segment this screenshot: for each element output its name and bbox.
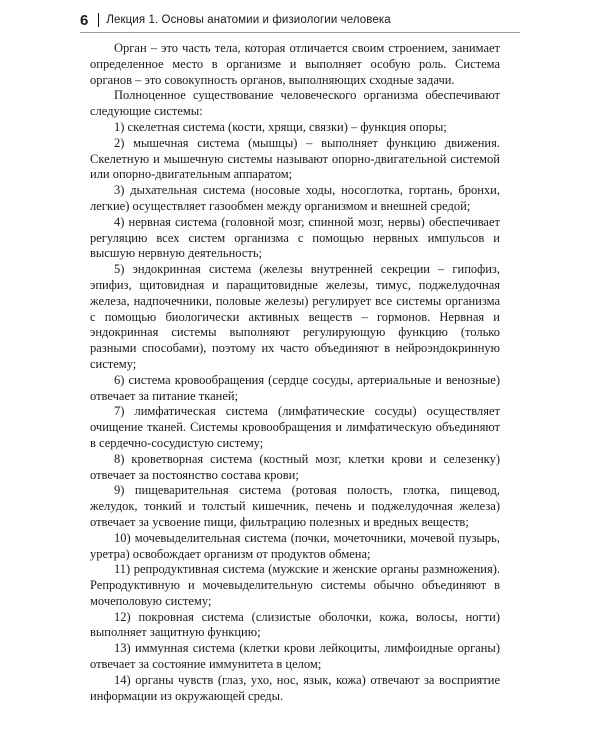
- list-item-lymphatic: 7) лимфатическая система (лимфатические сосуды) осуществляет очищение тканей. Системы кровообращения и лимфатическую объединяют в сердечно-сосудистую систему;: [90, 404, 500, 450]
- list-item-digestive: 9) пищеварительная система (ротовая полость, глотка, пищевод, желудок, тонкий и толстый кишечник, печень и поджелудочная железа) отвечает за усвоение пищи, фильтрацию полезных и вредных веществ;: [90, 483, 500, 529]
- list-item-urinary: 10) мочевыделительная система (почки, мочеточники, мочевой пузырь, уретра) освобождает организм от продуктов обмена;: [90, 530, 500, 561]
- list-item-muscular: 2) мышечная система (мышцы) – выполняет функцию движения. Скелетную и мышечную системы называют опорно-двигательной системой или опорно-двигательным аппаратом;: [90, 135, 500, 182]
- list-item-nervous: 4) нервная система (головной мозг, спинной мозг, нервы) обеспечивает регуляцию всех систем организма с помощью нервных импульсов и высшую нервную деятельность;: [90, 214, 500, 261]
- page-number: 6: [80, 11, 89, 29]
- list-item-hematopoietic: 8) кроветворная система (костный мозг, клетки крови и селезенку) отвечает за постоянство состава крови;: [90, 451, 500, 482]
- running-title: Лекция 1. Основы анатомии и физиологии человека: [106, 14, 391, 26]
- list-item-integumentary: 12) покровная система (слизистые оболочки, кожа, волосы, ногти) выполняет защитную функцию;: [90, 609, 500, 640]
- list-item-sensory: 14) органы чувств (глаз, ухо, нос, язык, кожа) отвечают за восприятие информации из окружающей среды.: [90, 672, 500, 703]
- paragraph-systems-intro: Полноценное существование человеческого организма обеспечивают следующие системы:: [90, 88, 500, 119]
- paragraph-organ-definition: Орган – это часть тела, которая отличается своим строением, занимает определенное место в организме и выполняет особую роль. Система органов – это совокупность органов, выполняющих сходные задачи.: [90, 41, 500, 87]
- list-item-respiratory: 3) дыхательная система (носовые ходы, носоглотка, гортань, бронхи, легкие) осуществляет газообмен между организмом и внешней средой;: [90, 183, 500, 213]
- list-item-endocrine: 5) эндокринная система (железы внутренней секреции – гипофиз, эпифиз, щитовидная и паращитовидные железы, тимус, поджелудочная железа, надпочечники, половые железы) регулирует все системы организма с помощью биологически активных веществ – гормонов. Нервная и эндокринная системы выполняют регулирующую функцию (только разными способами), поэтому их часто объединяют в нейроэндокринную систему;: [90, 262, 500, 371]
- running-header: [80, 8, 520, 33]
- body-text: [90, 41, 500, 704]
- list-item-circulatory: 6) система кровообращения (сердце сосуды, артериальные и венозные) отвечает за питание тканей;: [90, 372, 500, 403]
- list-item-skeletal: 1) скелетная система (кости, хрящи, связки) – функция опоры;: [114, 119, 447, 134]
- list-item-reproductive: 11) репродуктивная система (мужские и женские органы размножения). Репродуктивную и мочевыделительную системы обычно объединяют в мочеполовую систему;: [90, 562, 500, 608]
- header-separator: [98, 13, 99, 27]
- list-item-immune: 13) иммунная система (клетки крови лейкоциты, лимфоидные органы) отвечает за состояние иммунитета в целом;: [90, 641, 500, 672]
